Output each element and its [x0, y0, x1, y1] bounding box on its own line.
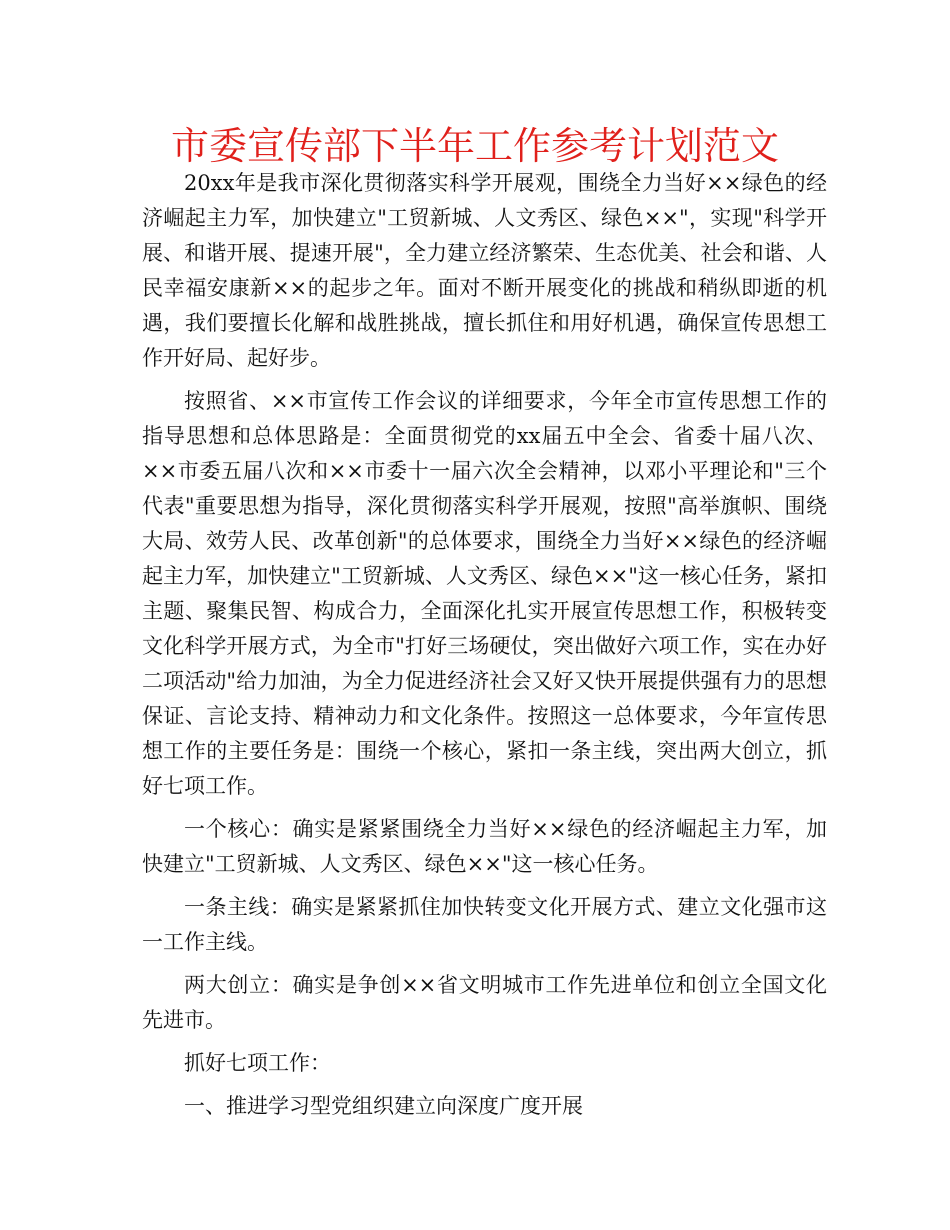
paragraph-one-core: 一个核心：确实是紧紧围绕全力当好××绿色的经济崛起主力军，加快建立"工贸新城、人文秀区、绿色××"这一核心任务。	[142, 817, 827, 876]
paragraph-intro: 20xx年是我市深化贯彻落实科学开展观，围绕全力当好××绿色的经济崛起主力军，加快建立"工贸新城、人文秀区、绿色××"，实现"科学开展、和谐开展、提速开展"，全力建立经济繁荣、生态优美、社会和谐、人民幸福安康新××的起步之年。面对不断开展变化的挑战和稍纵即逝的机遇，我们要擅长化解和战胜挑战，擅长抓住和用好机遇，确保宣传思想工作开好局、起好步。	[142, 171, 827, 370]
document-title: 市委宣传部下半年工作参考计划范文	[170, 124, 779, 168]
paragraph-two-creations: 两大创立：确实是争创××省文明城市工作先进单位和创立全国文化先进市。	[142, 973, 827, 1032]
section-heading-one: 一、推进学习型党组织建立向深度广度开展	[184, 1094, 583, 1118]
paragraph-guiding-thought: 按照省、××市宣传工作会议的详细要求，今年全市宣传思想工作的指导思想和总体思路是：全面贯彻党的xx届五中全会、省委十届八次、××市委五届八次和××市委十一届六次全会精神，以邓小平理论和"三个代表"重要思想为指导，深化贯彻落实科学开展观，按照"高举旗帜、围绕大局、效劳人民、改革创新"的总体要求，围绕全力当好××绿色的经济崛起主力军，加快建立"工贸新城、人文秀区、绿色××"这一核心任务，紧扣主题、聚集民智、构成合力，全面深化扎实开展宣传思想工作，积极转变文化科学开展方式，为全市"打好三场硬仗，突出做好六项工作，实在办好二项活动"给力加油，为全力促进经济社会又好又快开展提供强有力的思想保证、言论支持、精神动力和文化条件。按照这一总体要求，今年宣传思想工作的主要任务是：围绕一个核心，紧扣一条主线，突出两大创立，抓好七项工作。	[142, 389, 827, 798]
paragraph-seven-tasks: 抓好七项工作：	[184, 1051, 331, 1075]
document-body	[142, 166, 827, 1132]
paragraph-one-mainline: 一条主线：确实是紧紧抓住加快转变文化开展方式、建立文化强市这一工作主线。	[142, 895, 827, 954]
